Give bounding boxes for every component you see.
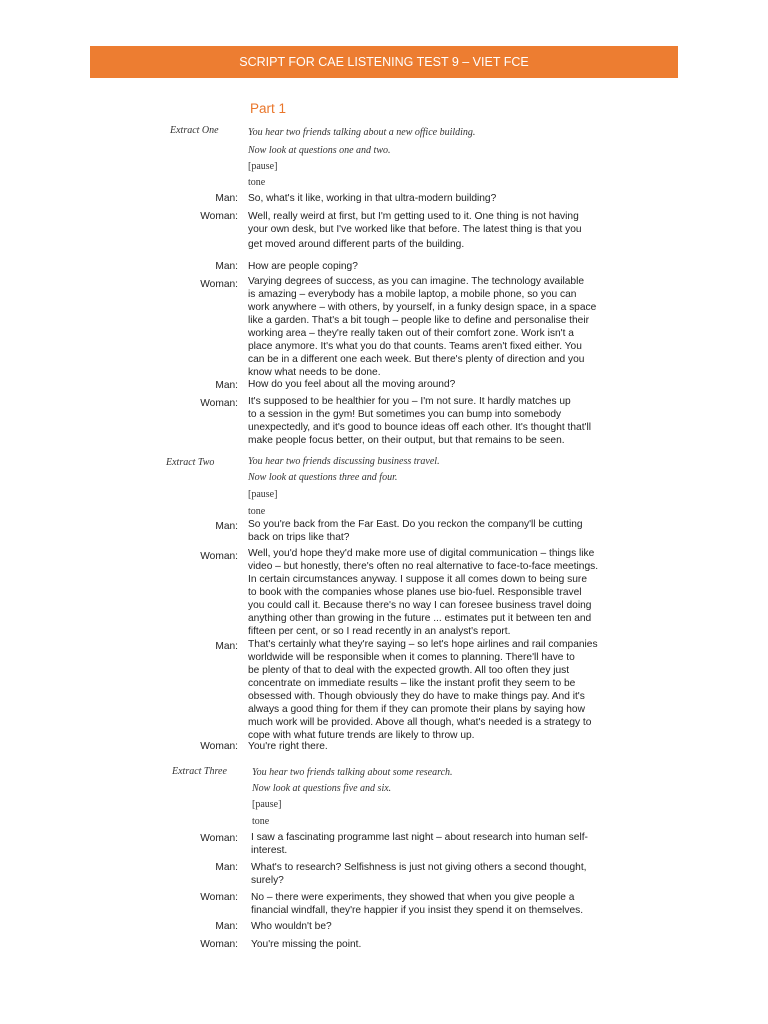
speaker-label: Man: [215, 862, 238, 873]
speaker-label: Woman: [200, 939, 238, 950]
dialogue-line: back on trips like that? [248, 532, 350, 543]
part-title: Part 1 [250, 101, 287, 116]
dialogue-line: can be in a different one each week. But there's plenty of direction and you [248, 354, 585, 365]
speaker-label: Man: [215, 193, 238, 204]
speaker-label: Woman: [200, 211, 238, 222]
extract-two-intro: You hear two friends discussing business travel. [248, 456, 440, 467]
speaker-label: Woman: [200, 551, 238, 562]
dialogue-line: You're right there. [248, 741, 328, 752]
dialogue-line: working area – they're really taken out of their comfort zone. Work isn't a [248, 328, 574, 339]
extract-two-instruction: Now look at questions three and four. [248, 472, 398, 483]
dialogue-line: No – there were experiments, they showed that when you give people a [251, 892, 575, 903]
extract-one-heading: Extract One [170, 125, 219, 136]
dialogue-line: In certain circumstances anyway. I suppose it all comes down to being sure [248, 574, 587, 585]
dialogue-line: know what needs to be done. [248, 367, 381, 378]
dialogue-line: get moved around different parts of the building. [248, 239, 465, 250]
speaker-label: Man: [215, 641, 238, 652]
dialogue-line: Well, you'd hope they'd make more use of digital communication – things like [248, 548, 595, 559]
dialogue-line: It's supposed to be healthier for you – I'm not sure. It hardly matches up [248, 396, 571, 407]
extract-three-heading: Extract Three [172, 766, 227, 777]
dialogue-line: anything other than growing in the future ... estimates put it between ten and [248, 613, 592, 624]
dialogue-line: to a session in the gym! But sometimes you can bump into somebody [248, 409, 562, 420]
dialogue-line: work anywhere – with others, by yourself, in a funky design space, in a space [248, 302, 597, 313]
speaker-label: Woman: [200, 892, 238, 903]
dialogue-line: financial windfall, they're happier if you insist they spend it on themselves. [251, 905, 584, 916]
extract-two-heading: Extract Two [166, 457, 215, 468]
dialogue-line: concentrate on immediate results – like the instant profit they seem to be [248, 678, 576, 689]
dialogue-line: much work will be provided. Above all though, what's needed is a strategy to [248, 717, 592, 728]
extract-three-instruction: Now look at questions five and six. [252, 783, 392, 794]
dialogue-line: to book with the companies whose planes use bio-fuel. Responsible travel [248, 587, 582, 598]
extract-one-pause: [pause] [248, 161, 278, 172]
dialogue-line: cope with what future trends are likely to throw up. [248, 730, 475, 741]
speaker-label: Man: [215, 261, 238, 272]
extract-one-intro: You hear two friends talking about a new office building. [248, 127, 476, 138]
dialogue-line: You're missing the point. [251, 939, 362, 950]
dialogue-line: interest. [251, 845, 288, 856]
dialogue-line: That's certainly what they're saying – so let's hope airlines and rail companies [248, 639, 598, 650]
extract-one-tone: tone [248, 177, 266, 188]
dialogue-line: Well, really weird at first, but I'm getting used to it. One thing is not having [248, 211, 579, 222]
dialogue-line: Varying degrees of success, as you can imagine. The technology available [248, 276, 585, 287]
dialogue-line: How are people coping? [248, 261, 358, 272]
dialogue-line: I saw a fascinating programme last night – about research into human self- [251, 832, 588, 843]
dialogue-line: unexpectedly, and it's good to bounce ideas off each other. It's thought that'll [248, 422, 592, 433]
speaker-label: Woman: [200, 398, 238, 409]
dialogue-line: Who wouldn't be? [251, 921, 332, 932]
dialogue-line: make people focus better, on their output, but that remains to be seen. [248, 435, 565, 446]
speaker-label: Woman: [200, 279, 238, 290]
dialogue-line: place anymore. It's what you do that counts. Teams aren't fixed either. You [248, 341, 582, 352]
extract-three-tone: tone [252, 816, 270, 827]
speaker-label: Man: [215, 921, 238, 932]
dialogue-line: is amazing – everybody has a mobile laptop, a mobile phone, so you can [248, 289, 577, 300]
speaker-label: Man: [215, 521, 238, 532]
dialogue-line: always a good thing for them if they can promote their plans by saying how [248, 704, 585, 715]
dialogue-line: you could call it. Because there's no way I can foresee business travel doing [248, 600, 592, 611]
dialogue-line: fifteen per cent, or so I read recently in an analyst's report. [248, 626, 511, 637]
dialogue-line: What's to research? Selfishness is just not giving others a second thought, [251, 862, 587, 873]
dialogue-line: So you're back from the Far East. Do you reckon the company'll be cutting [248, 519, 583, 530]
document-title: SCRIPT FOR CAE LISTENING TEST 9 – VIET FCE [239, 55, 529, 69]
dialogue-line: your own desk, but I've worked like that before. The latest thing is that you [248, 224, 582, 235]
speaker-label: Woman: [200, 741, 238, 752]
extract-one-instruction: Now look at questions one and two. [248, 145, 391, 156]
dialogue-line: worldwide will be responsible when it comes to planning. There'll have to [248, 652, 575, 663]
speaker-label: Man: [215, 380, 238, 391]
extract-three-intro: You hear two friends talking about some research. [252, 767, 453, 778]
dialogue-line: How do you feel about all the moving around? [248, 379, 456, 390]
extract-two-pause: [pause] [248, 489, 278, 500]
dialogue-line: obsessed with. Though obviously they do have to make things pay. And it's [248, 691, 585, 702]
extract-three-pause: [pause] [252, 799, 282, 810]
dialogue-line: surely? [251, 875, 284, 886]
speaker-label: Woman: [200, 833, 238, 844]
dialogue-line: So, what's it like, working in that ultra-modern building? [248, 193, 497, 204]
dialogue-line: video – but honestly, there's often no real alternative to face-to-face meetings. [248, 561, 599, 572]
dialogue-line: like a garden. That's a bit tough – people like to define and personalise their [248, 315, 590, 326]
extract-two-tone: tone [248, 506, 266, 517]
dialogue-line: be plenty of that to deal with the expected growth. All too often they just [248, 665, 570, 676]
document-header-banner [90, 46, 678, 78]
